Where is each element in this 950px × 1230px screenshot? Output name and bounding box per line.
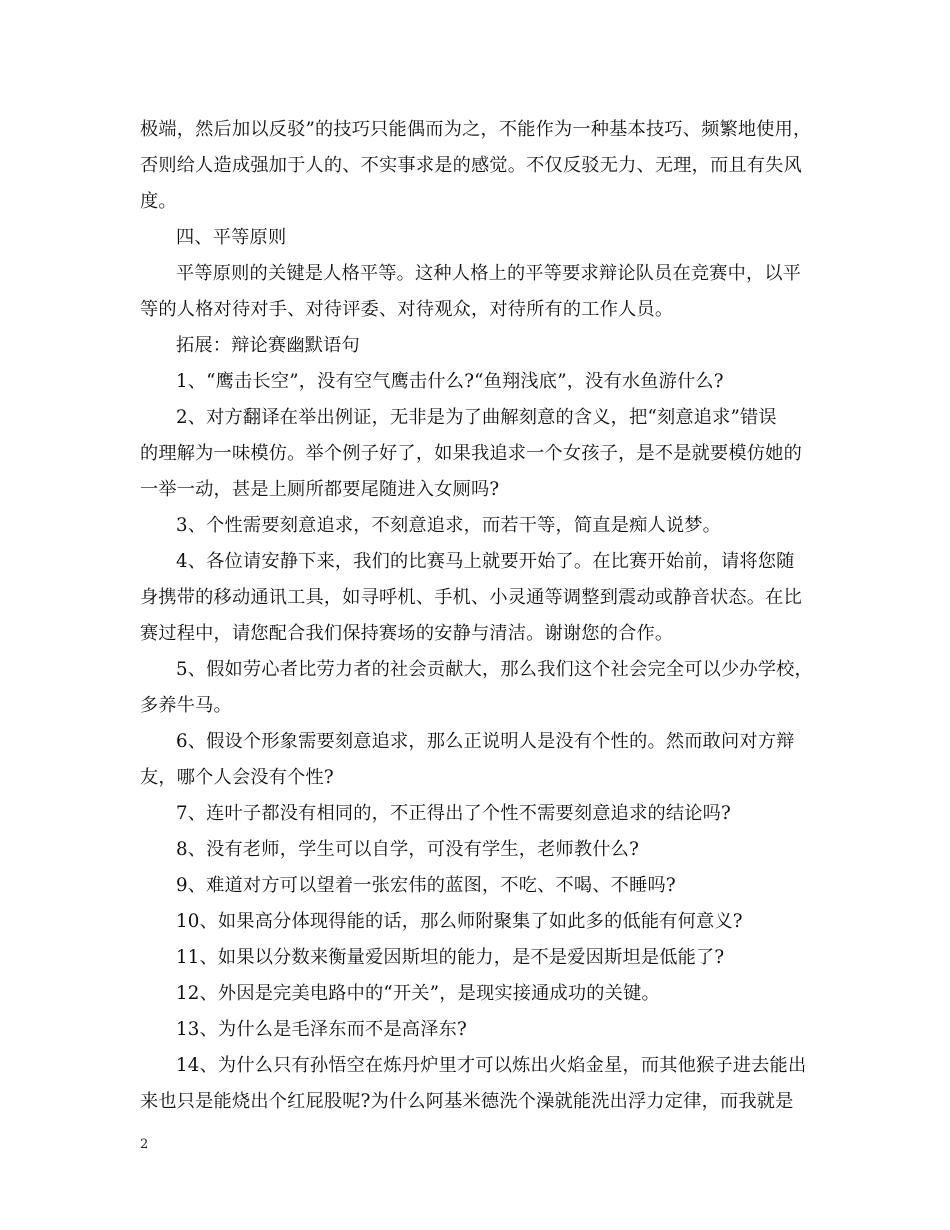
paragraph-line: 平等原则的关键是人格平等。这种人格上的平等要求辩论队员在竞赛中，以平: [176, 263, 802, 284]
list-item: 8、没有老师，学生可以自学，可没有学生，老师教什么?: [176, 839, 640, 860]
text-line: 极端，然后加以反驳”的技巧只能偶而为之，不能作为一种基本技巧、频繁地使用，: [140, 119, 812, 140]
section-heading: 拓展：辩论赛幽默语句: [176, 335, 360, 356]
list-item-continuation: 来也只是能烧出个红屁股呢?为什么阿基米德洗个澡就能洗出浮力定律，而我就是: [140, 1091, 794, 1112]
list-item: 5、假如劳心者比劳力者的社会贡献大，那么我们这个社会完全可以少办学校，: [176, 659, 813, 680]
paragraph-line: 等的人格对待对手、对待评委、对待观众，对待所有的工作人员。: [140, 299, 674, 320]
list-item-continuation: 多养牛马。: [140, 695, 232, 716]
list-item: 7、连叶子都没有相同的，不正得出了个性不需要刻意追求的结论吗?: [176, 803, 731, 824]
list-item: 2、对方翻译在举出例证，无非是为了曲解刻意的含义，把“刻意追求”错误: [176, 407, 777, 428]
list-item-continuation: 赛过程中，请您配合我们保持赛场的安静与清洁。谢谢您的合作。: [140, 623, 674, 644]
list-item-continuation: 身携带的移动通讯工具，如寻呼机、手机、小灵通等调整到震动或静音状态。在比: [140, 587, 802, 608]
list-item-continuation: 一举一动，甚是上厕所都要尾随进入女厕吗?: [140, 479, 500, 500]
list-item: 6、假设个形象需要刻意追求，那么正说明人是没有个性的。然而敢问对方辩: [176, 731, 795, 752]
list-item: 9、难道对方可以望着一张宏伟的蓝图，不吃、不喝、不睡吗?: [176, 875, 676, 896]
list-item: 11、如果以分数来衡量爱因斯坦的能力，是不是爱因斯坦是低能了?: [176, 947, 725, 968]
list-item: 3、个性需要刻意追求，不刻意追求，而若干等，简直是痴人说梦。: [176, 515, 722, 536]
list-item: 12、外因是完美电路中的“开关”，是现实接通成功的关键。: [176, 983, 660, 1004]
list-item: 4、各位请安静下来，我们的比赛马上就要开始了。在比赛开始前，请将您随: [176, 551, 795, 572]
list-item-continuation: 的理解为一味模仿。举个例子好了，如果我追求一个女孩子，是不是就要模仿她的: [140, 443, 802, 464]
list-item: 14、为什么只有孙悟空在炼丹炉里才可以炼出火焰金星，而其他猴子进去能出: [176, 1055, 807, 1076]
list-item: 10、如果高分体现得能的话，那么师附聚集了如此多的低能有何意义?: [176, 911, 743, 932]
section-heading: 四、平等原则: [176, 227, 287, 248]
text-line: 度。: [140, 191, 177, 212]
list-item-continuation: 友，哪个人会没有个性?: [140, 767, 334, 788]
list-item: 13、为什么是毛泽东而不是高泽东?: [176, 1019, 467, 1040]
page-number: 2: [140, 1137, 149, 1152]
text-line: 否则给人造成强加于人的、不实事求是的感觉。不仅反驳无力、无理，而且有失风: [140, 155, 802, 176]
list-item: 1、“鹰击长空”，没有空气鹰击什么?“鱼翔浅底”，没有水鱼游什么?: [176, 371, 724, 392]
